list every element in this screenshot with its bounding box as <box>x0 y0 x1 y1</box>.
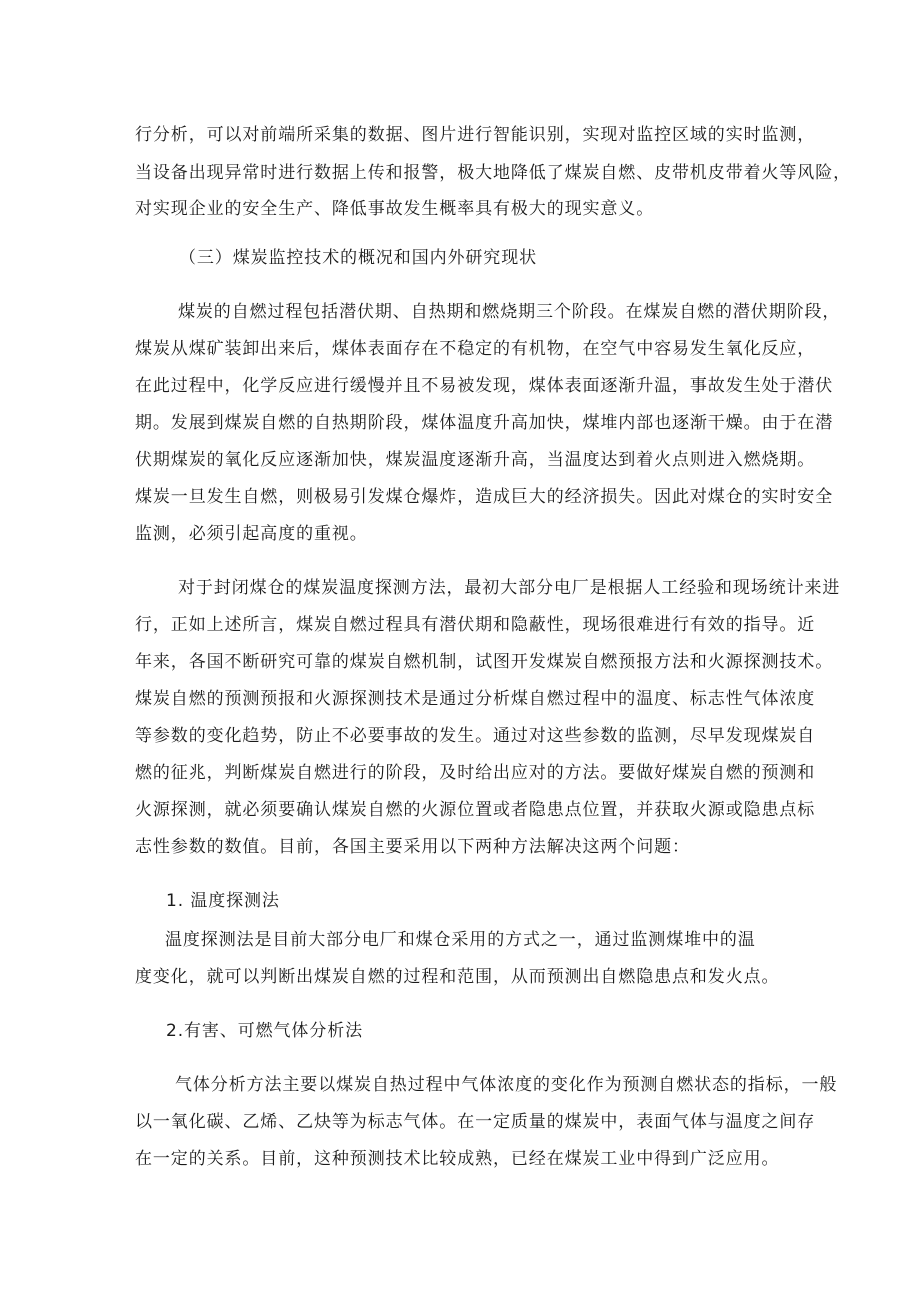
paragraph-2-line: 煤炭从煤矿装卸出来后，煤体表面存在不稳定的有机物，在空气中容易发生氧化反应， <box>135 339 816 359</box>
method-2-title: 2.有害、可燃气体分析法 <box>166 1021 364 1041</box>
method-1-line: 温度探测法是目前大部分电厂和煤仓采用的方式之一，通过监测煤堆中的温 <box>165 930 756 950</box>
paragraph-2-line: 期。发展到煤炭自燃的自热期阶段，煤体温度升高加快，煤堆内部也逐渐干燥。由于在潜 <box>135 413 834 433</box>
method-2-line: 以一氧化碳、乙烯、乙炔等为标志气体。在一定质量的煤炭中，表面气体与温度之间存 <box>135 1112 816 1132</box>
method-2-line: 在一定的关系。目前，这种预测技术比较成熟，已经在煤炭工业中得到广泛应用。 <box>135 1149 780 1169</box>
paragraph-2-line: 伏期煤炭的氧化反应逐渐加快，煤炭温度逐渐升高，当温度达到着火点则进入燃烧期。 <box>135 450 816 470</box>
paragraph-3-line: 燃的征兆，判断煤炭自燃进行的阶段，及时给出应对的方法。要做好煤炭自燃的预测和 <box>135 763 816 783</box>
method-2-line: 气体分析方法主要以煤炭自热过程中气体浓度的变化作为预测自燃状态的指标，一般 <box>175 1075 838 1095</box>
paragraph-3-line: 年来，各国不断研究可靠的煤炭自燃机制，试图开发煤炭自燃预报方法和火源探测技术。 <box>135 652 834 672</box>
paragraph-1-line: 行分析，可以对前端所采集的数据、图片进行智能识别，实现对监控区域的实时监测， <box>135 125 816 145</box>
section-heading: （三）煤炭监控技术的概况和国内外研究现状 <box>179 248 537 268</box>
paragraph-2-line: 监测，必须引起高度的重视。 <box>135 524 368 544</box>
paragraph-2-line: 在此过程中，化学反应进行缓慢并且不易被发现，煤体表面逐渐升温，事故发生处于潜伏 <box>135 376 834 396</box>
method-1-line: 度变化，就可以判断出煤炭自燃的过程和范围，从而预测出自燃隐患点和发火点。 <box>135 967 780 987</box>
paragraph-3-line: 火源探测，就必须要确认煤炭自燃的火源位置或者隐患点位置，并获取火源或隐患点标 <box>135 800 816 820</box>
paragraph-3-line: 志性参数的数值。目前，各国主要采用以下两种方法解决这两个问题： <box>135 837 690 857</box>
method-1-title: 1. 温度探测法 <box>166 891 280 911</box>
paragraph-2-line: 煤炭的自燃过程包括潜伏期、自热期和燃烧期三个阶段。在煤炭自燃的潜伏期阶段， <box>178 302 841 322</box>
paragraph-1-line: 对实现企业的安全生产、降低事故发生概率具有极大的现实意义。 <box>135 199 655 219</box>
paragraph-3-line: 等参数的变化趋势，防止不必要事故的发生。通过对这些参数的监测，尽早发现煤炭自 <box>135 726 816 746</box>
paragraph-3-line: 对于封闭煤仓的煤炭温度探测方法，最初大部分电厂是根据人工经验和现场统计来进 <box>178 578 841 598</box>
paragraph-2-line: 煤炭一旦发生自燃，则极易引发煤仓爆炸，造成巨大的经济损失。因此对煤仓的实时安全 <box>135 487 834 507</box>
paragraph-3-line: 行，正如上述所言，煤炭自燃过程具有潜伏期和隐蔽性，现场很难进行有效的指导。近 <box>135 615 816 635</box>
paragraph-3-line: 煤炭自燃的预测预报和火源探测技术是通过分析煤自燃过程中的温度、标志性气体浓度 <box>135 689 816 709</box>
paragraph-1-line: 当设备出现异常时进行数据上传和报警，极大地降低了煤炭自燃、皮带机皮带着火等风险， <box>135 163 851 183</box>
